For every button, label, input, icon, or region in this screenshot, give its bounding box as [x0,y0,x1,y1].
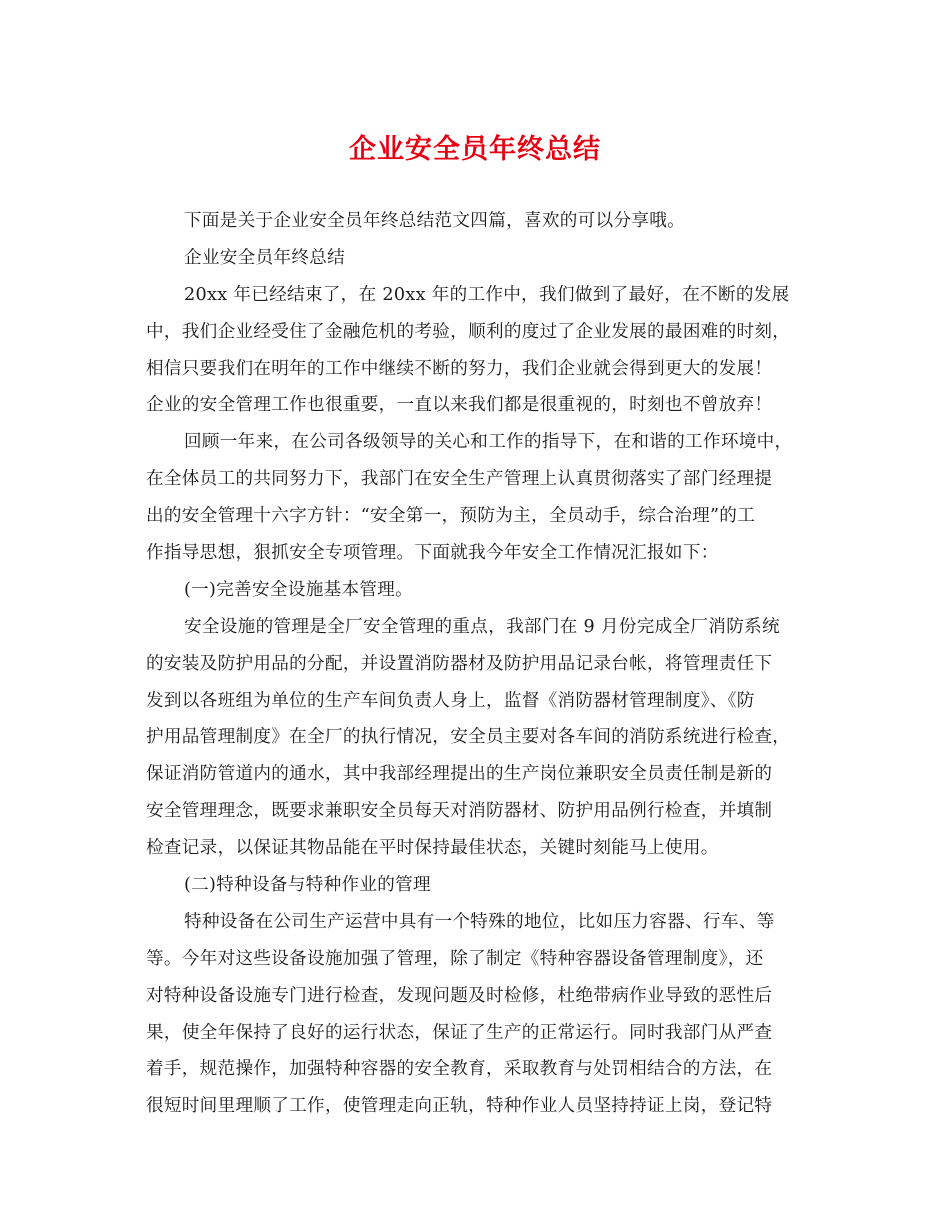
body-line: 很短时间里理顺了工作，使管理走向正轨，特种作业人员坚持持证上岗，登记特 [146,1096,773,1117]
body-line: 中，我们企业经受住了金融危机的考验，顺利的度过了企业发展的最困难的时刻， [146,321,791,342]
body-line: 等。今年对这些设备设施加强了管理，除了制定《特种容器设备管理制度》，还 [146,948,764,969]
body-line: 相信只要我们在明年的工作中继续不断的努力，我们企业就会得到更大的发展！ [146,358,773,379]
body-line: 着手，规范操作，加强特种容器的安全教育，采取教育与处罚相结合的方法，在 [146,1059,773,1080]
body-line: 检查记录，以保证其物品能在平时保持最佳状态，关键时刻能马上使用。 [146,838,719,859]
body-line: 安全设施的管理是全厂安全管理的重点，我部门在 9 月份完成全厂消防系统 [184,616,780,637]
body-line: 护用品管理制度》在全厂的执行情况，安全员主要对各车间的消防系统进行检查， [146,727,791,748]
body-line: 回顾一年来，在公司各级领导的关心和工作的指导下，在和谐的工作环境中， [184,432,793,453]
body-line: 保证消防管道内的通水，其中我部经理提出的生产岗位兼职安全员责任制是新的 [146,764,773,785]
body-line: 安全管理理念，既要求兼职安全员每天对消防器材、防护用品例行检查，并填制 [146,801,773,822]
body-line: 20xx 年已经结束了，在 20xx 年的工作中，我们做到了最好，在不断的发展 [184,284,790,305]
body-line: 作指导思想，狠抓安全专项管理。下面就我今年安全工作情况汇报如下： [146,543,719,564]
body-line: (一)完善安全设施基本管理。 [184,579,414,600]
body-line: 企业的安全管理工作也很重要，一直以来我们都是很重视的，时刻也不曾放弃！ [146,395,773,416]
body-line: 企业安全员年终总结 [184,247,346,268]
document-body [146,203,808,1125]
body-line: 出的安全管理十六字方针：“安全第一，预防为主，全员动手，综合治理”的工 [146,506,756,527]
body-line: 的安装及防护用品的分配，并设置消防器材及防护用品记录台帐，将管理责任下 [146,653,773,674]
body-line: 果，使全年保持了良好的运行状态，保证了生产的正常运行。同时我部门从严查 [146,1022,773,1043]
body-line: 发到以各班组为单位的生产车间负责人身上，监督《消防器材管理制度》、《防 [146,690,755,711]
body-line: 下面是关于企业安全员年终总结范文四篇，喜欢的可以分享哦。 [184,211,686,231]
body-line: (二)特种设备与特种作业的管理 [184,875,431,896]
body-line: 对特种设备设施专门进行检查，发现问题及时检修，杜绝带病作业导致的恶性后 [146,985,773,1006]
document-title: 企业安全员年终总结 [349,134,601,165]
body-line: 在全体员工的共同努力下，我部门在安全生产管理上认真贯彻落实了部门经理提 [146,469,773,490]
body-line: 特种设备在公司生产运营中具有一个特殊的地位，比如压力容器、行车、等 [184,911,775,932]
